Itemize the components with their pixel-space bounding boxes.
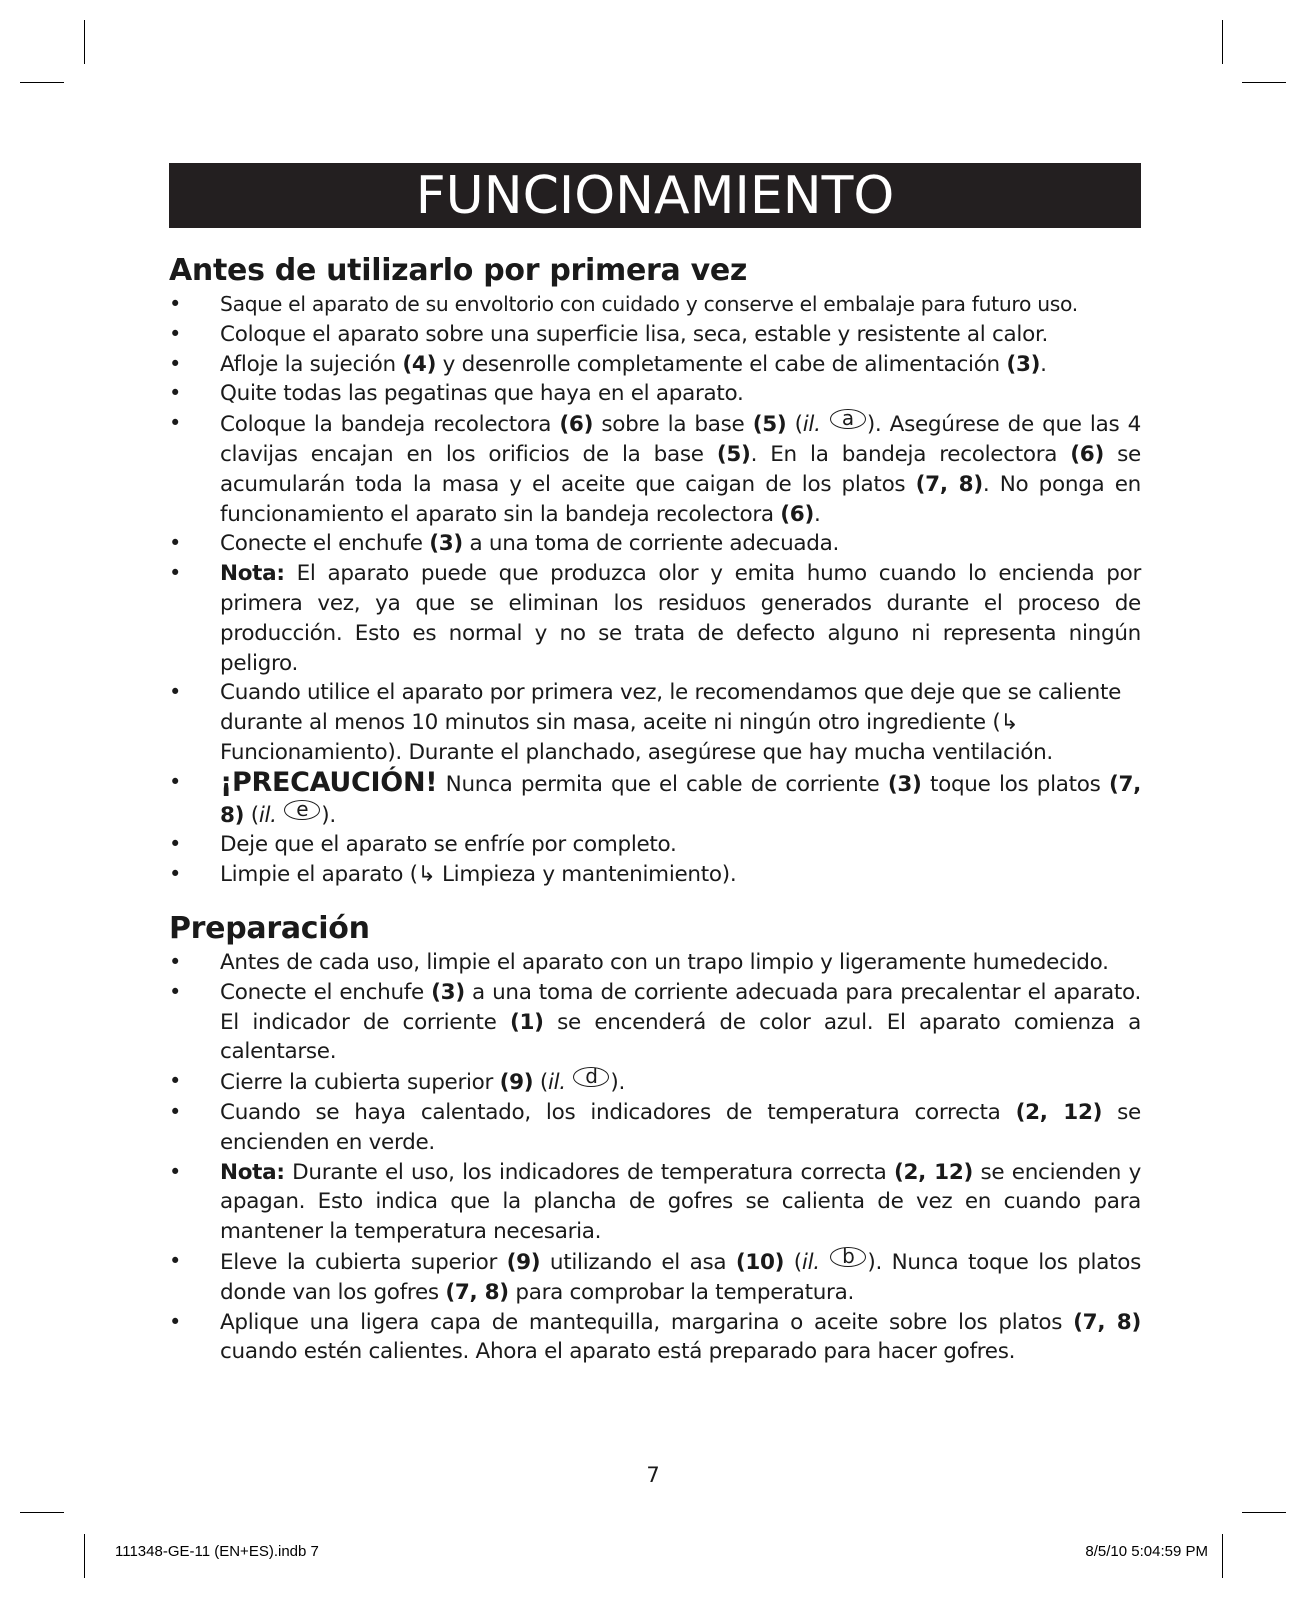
preparation-list bbox=[169, 948, 1141, 1367]
list-item: • Coloque la bandeja recolectora (6) sobre la base (5) (il. a ). Asegúrese de que las 4 clavijas encajan en los orificios de la base (5). En la bandeja recolectora (6) se acumularán toda la masa y el aceite que caigan de los platos (7, 8). No ponga en funcionamiento el aparato sin la bandeja recolectora (6). bbox=[169, 409, 1141, 529]
crop-mark bbox=[1242, 82, 1286, 83]
arrow-icon: ↳ bbox=[417, 862, 436, 888]
section-heading-preparation: Preparación bbox=[169, 910, 370, 946]
list-item: • Saque el aparato de su envoltorio con cuidado y conserve el embalaje para futuro uso. bbox=[169, 290, 1141, 320]
first-use-list bbox=[169, 290, 1141, 890]
crop-mark bbox=[1242, 1512, 1286, 1513]
print-timestamp: 8/5/10 5:04:59 PM bbox=[1085, 1543, 1208, 1560]
caution-label: ¡PRECAUCIÓN! bbox=[220, 766, 438, 798]
figure-ref-e: e bbox=[284, 800, 320, 820]
list-item: • Conecte el enchufe (3) a una toma de corriente adecuada para precalentar el aparato. El indicador de corriente (1) se encenderá de color azul. El aparato comienza a calentarse. bbox=[169, 978, 1141, 1067]
section-heading-first-use: Antes de utilizarlo por primera vez bbox=[169, 253, 748, 288]
list-item: • Afloje la sujeción (4) y desenrolle completamente el cabe de alimentación (3). bbox=[169, 350, 1141, 380]
list-item: • Eleve la cubierta superior (9) utilizando el asa (10) (il. b ). Nunca toque los platos donde van los gofres (7, 8) para comprobar la temperatura. bbox=[169, 1247, 1141, 1308]
crop-mark bbox=[20, 82, 64, 83]
crop-mark bbox=[84, 20, 85, 64]
list-item: • Nota: El aparato puede que produzca olor y emita humo cuando lo encienda por primera vez, ya que se eliminan los residuos generados durante el proceso de producción. Esto es normal y no se trata de defecto alguno ni representa ningún peligro. bbox=[169, 559, 1141, 678]
crop-mark bbox=[20, 1512, 64, 1513]
figure-ref-b: b bbox=[830, 1247, 866, 1267]
figure-ref-d: d bbox=[573, 1067, 609, 1087]
list-item: • Cuando se haya calentado, los indicadores de temperatura correcta (2, 12) se encienden en verde. bbox=[169, 1098, 1141, 1158]
list-item: • ¡PRECAUCIÓN! Nunca permita que el cable de corriente (3) toque los platos (7, 8) (il. e ). bbox=[169, 768, 1141, 831]
page-title: FUNCIONAMIENTO bbox=[169, 163, 1141, 228]
list-item: • Quite todas las pegatinas que haya en el aparato. bbox=[169, 379, 1141, 409]
list-item: • Deje que el aparato se enfríe por completo. bbox=[169, 830, 1141, 860]
figure-ref-a: a bbox=[830, 409, 866, 429]
list-item: • Aplique una ligera capa de mantequilla, margarina o aceite sobre los platos (7, 8) cuando estén calientes. Ahora el aparato está preparado para hacer gofres. bbox=[169, 1308, 1141, 1368]
crop-mark bbox=[1222, 20, 1223, 64]
list-item: • Coloque el aparato sobre una superficie lisa, seca, estable y resistente al calor. bbox=[169, 320, 1141, 350]
list-item: • Cuando utilice el aparato por primera vez, le recomendamos que deje que se caliente durante al menos 10 minutos sin masa, aceite ni ningún otro ingrediente (↳ Funcionamiento). Durante el planchado, asegúrese que hay mucha ventilación. bbox=[169, 678, 1141, 767]
main-content bbox=[169, 252, 1141, 1367]
crop-mark bbox=[1222, 1534, 1223, 1578]
arrow-icon: ↳ bbox=[1000, 710, 1019, 736]
crop-mark bbox=[84, 1534, 85, 1578]
list-item: • Cierre la cubierta superior (9) (il. d ). bbox=[169, 1067, 1141, 1098]
list-item: • Conecte el enchufe (3) a una toma de corriente adecuada. bbox=[169, 529, 1141, 559]
list-item: • Antes de cada uso, limpie el aparato con un trapo limpio y ligeramente humedecido. bbox=[169, 948, 1141, 978]
list-item: • Limpie el aparato (↳ Limpieza y mantenimiento). bbox=[169, 860, 1141, 890]
file-slug: 111348-GE-11 (EN+ES).indb 7 bbox=[115, 1543, 319, 1560]
list-item: • Nota: Durante el uso, los indicadores de temperatura correcta (2, 12) se encienden y apagan. Esto indica que la plancha de gofres se calienta de vez en cuando para mantener la temperatura necesaria. bbox=[169, 1158, 1141, 1247]
page-number: 7 bbox=[646, 1463, 660, 1487]
